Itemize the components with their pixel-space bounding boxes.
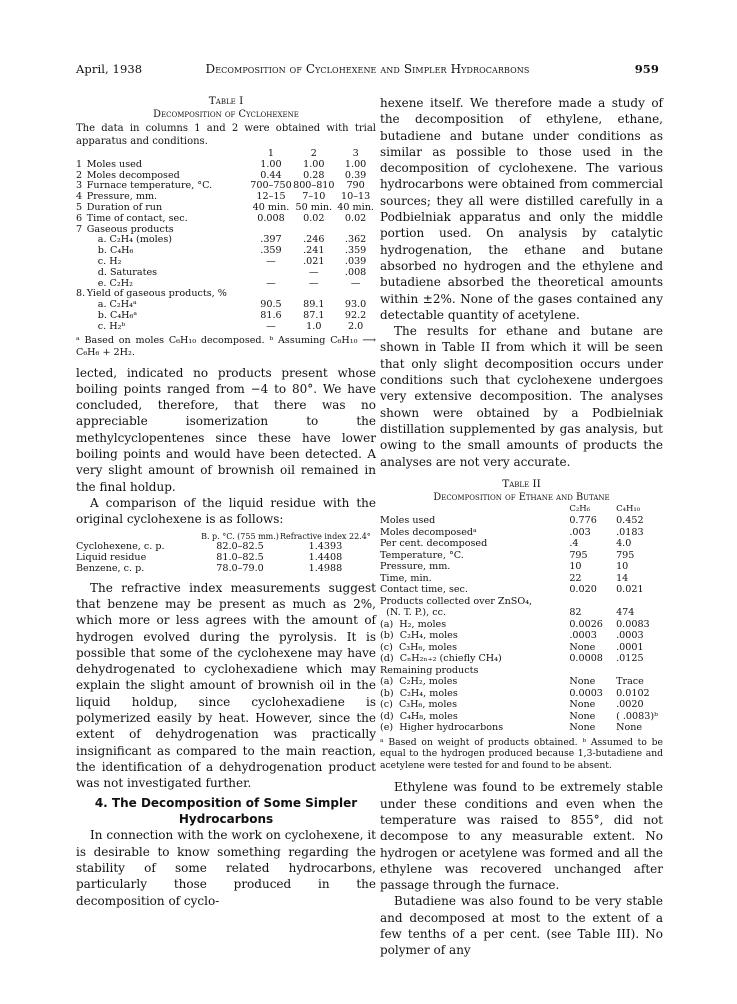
table1-caption: The data in columns 1 and 2 were obtained with trial apparatus and conditions. xyxy=(76,123,376,147)
table2-cell: 0.0083 xyxy=(616,618,650,630)
comparison-cell: 1.4393 xyxy=(308,541,343,553)
table1-row-number: 2 xyxy=(76,169,83,181)
section-heading: 4. The Decomposition of Some Simpler Hydrocarbons xyxy=(94,796,358,827)
table1-row-number xyxy=(76,246,87,257)
table1-row-number: 3 xyxy=(76,180,83,192)
table1-row-label: Moles decomposed xyxy=(86,169,180,181)
table2-cell: 0.020 xyxy=(569,584,597,596)
table1-cell: 40 min. xyxy=(337,201,374,213)
table2-row xyxy=(380,630,663,642)
table2-row-label: (e) Higher hydrocarbons xyxy=(380,722,504,734)
table2-row-label: (d) C₄H₈, moles xyxy=(380,710,458,722)
running-header xyxy=(76,62,659,78)
table2-cell: Trace xyxy=(616,676,644,688)
table2-cell: None xyxy=(616,722,643,734)
table1-row-label: b. C₄H₆ xyxy=(97,245,134,257)
comparison-cell: 82.0–82.5 xyxy=(216,541,264,553)
table2-cell: 0.0008 xyxy=(569,653,603,665)
table1-row xyxy=(76,268,376,279)
table1-cell: 0.39 xyxy=(344,169,367,181)
table1-cell: 0.02 xyxy=(344,212,367,224)
table1-cell: .246 xyxy=(303,234,325,246)
table2-cell: 10 xyxy=(616,561,629,573)
table2-row xyxy=(380,527,663,539)
table2-row-label: (b) C₂H₄, moles xyxy=(380,687,458,699)
comparison-cell: 1.4988 xyxy=(308,563,343,575)
table1-row xyxy=(76,246,376,257)
table2-row xyxy=(380,642,663,654)
table2-cell xyxy=(569,596,616,608)
table2-cell: 0.776 xyxy=(569,515,597,527)
comparison-row xyxy=(76,552,371,563)
table2-cell: None xyxy=(569,676,596,688)
table2-cell: .0001 xyxy=(616,641,644,653)
table2-row-label: Contact time, sec. xyxy=(380,584,468,596)
table2-cell: .003 xyxy=(569,526,591,538)
table1-cell: 0.28 xyxy=(303,169,325,181)
table2-cell: 4.0 xyxy=(616,538,632,550)
table2-row-label: Moles used xyxy=(380,515,436,527)
table2-footnote: ᵃ Based on weight of products obtained. ᵇ Assumed to be equal to the hydrogen produced because 1,3-butadiene and acetylene were tested for and found to be absent. xyxy=(380,736,663,771)
table1-row-label: a. C₂H₄ (moles) xyxy=(97,234,173,246)
table1-row-label: Time of contact, sec. xyxy=(86,212,188,224)
table1-cell: 81.6 xyxy=(260,309,282,321)
left-paragraph-4: In connection with the work on cyclohexene, it is desirable to know something regarding the stability of some related hydrocarbons, particularly those produced in the decomposition of cyclo- xyxy=(76,828,376,908)
right-paragraph-3: Ethylene was found to be extremely stable under these conditions and even when the temperature was raised to 855°, did not decompose to any measurable extent. No hydrogen or acetylene was formed and all the ethylene was recovered unchanged after passage through the furnace. xyxy=(380,780,663,893)
right-paragraph-2: The results for ethane and butane are shown in Table II from which it will be seen that only slight decomposition occurs under conditions such that cyclohexene undergoes very extensive decomposition. The analyses shown were obtained by a Podbielniak distillation supplemented by gas analysis, but owing to the small amounts of products the analyses are not very accurate. xyxy=(380,324,663,469)
table1-row-number xyxy=(76,311,87,322)
table1-row-label: Pressure, mm. xyxy=(86,191,158,203)
table2-cell: 10 xyxy=(569,561,582,573)
table2-row xyxy=(380,653,663,665)
table1-cell: 0.44 xyxy=(260,169,282,181)
table2-row xyxy=(380,722,663,734)
table2-row xyxy=(380,550,663,562)
table2-row-label: (d) CₙH₂ₙ₊₂ (chiefly CH₄) xyxy=(380,653,502,665)
table2-header-butane: C₄H₁₀ xyxy=(616,503,641,514)
table2-cell xyxy=(616,596,663,608)
table2-cell: 0.0102 xyxy=(616,687,650,699)
table2-row-label: Per cent. decomposed xyxy=(380,538,488,550)
table1-cell: 0.008 xyxy=(257,212,285,224)
table1-col-header: 3 xyxy=(352,148,359,159)
table2-cell: 795 xyxy=(616,549,635,561)
table2-cell: .0003 xyxy=(616,630,644,642)
table1-row-label: c. H₂ᵇ xyxy=(97,320,126,332)
table2-row-label: Temperature, °C. xyxy=(380,549,464,561)
table1-cell: 2.0 xyxy=(347,320,364,332)
table2-header-ethane: C₂H₆ xyxy=(569,503,591,514)
table2-row xyxy=(380,538,663,550)
comparison-cell: 1.4408 xyxy=(308,552,343,564)
table2-cell: ( .0083)ᵇ xyxy=(616,710,658,722)
table1-cell: 1.00 xyxy=(260,158,282,170)
table2 xyxy=(380,504,663,734)
left-paragraph-2: A comparison of the liquid residue with the original cyclohexene is as follows: xyxy=(76,495,376,527)
table2-row xyxy=(380,596,663,608)
table2-cell: .4 xyxy=(569,538,579,550)
table1-row-number xyxy=(76,268,87,279)
table1-row-number: 8. xyxy=(76,288,86,300)
comparison-cell: Benzene, c. p. xyxy=(76,563,145,575)
header-title: Decomposition of Cyclohexene and Simpler Hydrocarbons xyxy=(205,62,530,76)
table1-row-label: Duration of run xyxy=(86,201,163,213)
table1-col-header: 2 xyxy=(310,148,317,159)
comparison-cell: Cyclohexene, c. p. xyxy=(76,541,165,553)
table2-header-blank xyxy=(380,504,569,516)
table2-row-label: Pressure, mm. xyxy=(380,561,451,573)
table1-cell: .362 xyxy=(344,234,367,246)
table1-cell: — xyxy=(309,266,319,278)
comparison-cell: 78.0–79.0 xyxy=(216,563,264,575)
left-paragraph-3: The refractive index measurements suggest that benzene may be present as much as 2%, which more or less agrees with the amount of hydrogen evolved during the pyrolysis. It is possible that some of the cyclohexene may have dehydrogenated to cyclohexadiene which may explain the slight amount of brownish oil in the liquid holdup, since cyclohexadiene is polymerized easily by heat. However, since the extent of dehydrogenation was practically insignificant as compared to the main reaction, the identification of a dehydrogenation product was not investigated further. xyxy=(76,580,376,791)
table1-row-label: e. C₂H₂ xyxy=(97,277,133,289)
table1-cell: 87.1 xyxy=(303,309,325,321)
table1-cell: 7–10 xyxy=(302,191,326,203)
table1-row-number xyxy=(76,300,87,311)
table1-cell: — xyxy=(309,277,319,289)
comparison-row xyxy=(76,563,371,574)
left-column xyxy=(76,95,376,909)
table1-cell: 12–15 xyxy=(256,191,286,203)
table2-cell: 795 xyxy=(569,549,588,561)
table2-row-label: (N. T. P.), cc. xyxy=(380,607,447,619)
table1-row-number xyxy=(76,257,87,268)
table1-row-label: c. H₂ xyxy=(97,255,122,267)
table2-cell: None xyxy=(569,699,596,711)
table1-cell: .039 xyxy=(344,255,367,267)
table1-row xyxy=(76,322,376,333)
table2-cell: None xyxy=(569,641,596,653)
left-paragraph-1: lected, indicated no products present whose boiling points ranged from −4 to 80°. We have concluded, therefore, that there was no appreciable isomerization to the methylcyclopentenes since these have lower boiling points and would have been detected. A very slight amount of brownish oil remained in the final holdup. xyxy=(76,365,376,494)
table1-cell: .397 xyxy=(260,234,282,246)
comparison-cell: Liquid residue xyxy=(76,552,147,564)
table2-cell: None xyxy=(569,722,596,734)
table1-cell: 790 xyxy=(346,180,365,192)
table2-row xyxy=(380,561,663,573)
table2-row xyxy=(380,676,663,688)
comparison-cell: 81.0–82.5 xyxy=(216,552,264,564)
table2-row xyxy=(380,584,663,596)
table1-cell: 40 min. xyxy=(252,201,290,213)
table1-row-number: 4 xyxy=(76,191,83,203)
table2-row xyxy=(380,607,663,619)
table1-cell: .008 xyxy=(344,266,367,278)
table2-cell: 0.021 xyxy=(616,584,644,596)
table2-row-label: Time, min. xyxy=(380,572,432,584)
table1-cell: 50 min. xyxy=(295,201,333,213)
table2-cell: 22 xyxy=(569,572,582,584)
table2-row-label: (a) C₂H₂, moles xyxy=(380,676,458,688)
table1-cell: .359 xyxy=(344,245,367,257)
table2-row-label: (a) H₂, moles xyxy=(380,618,447,630)
table1-row xyxy=(76,160,376,171)
table1-cell: 10–13 xyxy=(341,191,371,203)
table1-cell: 800–810 xyxy=(293,180,335,192)
table2-label: Table II xyxy=(502,477,541,490)
table2-cell: 82 xyxy=(569,607,582,619)
table2-cell: 0.452 xyxy=(616,515,644,527)
table1-row-number: 1 xyxy=(76,158,83,170)
table1-cell: .021 xyxy=(303,255,325,267)
table1-footnote: ᵃ Based on moles C₆H₁₀ decomposed. ᵇ Assuming C₆H₁₀ ⟶ C₆H₆ + 2H₂. xyxy=(76,334,376,358)
table1-row-label: Furnace temperature, °C. xyxy=(86,180,213,192)
table2-cell: .0125 xyxy=(616,653,644,665)
header-date: April, 1938 xyxy=(76,62,143,76)
table1-cell: — xyxy=(266,320,276,332)
table1-row-number: 5 xyxy=(76,201,83,213)
table1-row-label: Yield of gaseous products, % xyxy=(86,288,227,300)
table1-cell: 92.2 xyxy=(344,309,367,321)
comparison-header-ri: Refractive index 22.4° xyxy=(280,531,371,541)
table2-row-label: Products collected over ZnSO₄, xyxy=(380,595,533,607)
table2-cell: .0183 xyxy=(616,526,644,538)
table1-col-header: 1 xyxy=(267,148,275,159)
table1-row-label: a. C₂H₄ᵃ xyxy=(97,299,137,311)
table1-cell: 89.1 xyxy=(303,299,325,311)
table1-cell: .241 xyxy=(303,245,325,257)
table2-cell: 0.0003 xyxy=(569,687,603,699)
right-paragraph-1: hexene itself. We therefore made a study of the decomposition of ethylene, ethane, butadiene and butane under conditions as similar as possible to those used in the decomposition of cyclohexene. The various hydrocarbons were obtained from commercial sources; they all were distilled carefully in a Podbielniak apparatus and only the middle portion used. On analysis by catalytic hydrogenation, the ethane and butane absorbed no hydrogen and the ethylene and butadiene absorbed the theoretical amounts within ±2%. None of the gases contained any detectable quantity of acetylene. xyxy=(380,96,663,322)
table1-cell: .359 xyxy=(260,245,282,257)
comparison-table xyxy=(76,532,371,575)
table1-cell: 0.02 xyxy=(303,212,325,224)
table2-cell: .0003 xyxy=(569,630,597,642)
table2-row xyxy=(380,573,663,585)
table2-row xyxy=(380,665,663,677)
table2-cell xyxy=(569,665,616,677)
table1-cell: 1.00 xyxy=(303,158,325,170)
page-number: 959 xyxy=(634,62,659,76)
table2-cell: .0020 xyxy=(616,699,644,711)
table2-cell: 0.0026 xyxy=(569,618,603,630)
table2-row xyxy=(380,619,663,631)
table1-row-label: b. C₄H₆ᵃ xyxy=(97,309,138,321)
table2-cell: None xyxy=(569,710,596,722)
table1 xyxy=(76,149,376,333)
table1-cell: 93.0 xyxy=(344,299,367,311)
table2-cell: 14 xyxy=(616,572,629,584)
table2-row-label: Moles decomposedᵃ xyxy=(380,526,477,538)
right-column xyxy=(380,95,663,959)
table2-row-label: (c) C₃H₆, moles xyxy=(380,699,457,711)
table2-cell: 474 xyxy=(616,607,635,619)
table1-cell: — xyxy=(350,277,361,289)
table1-title: Decomposition of Cyclohexene xyxy=(153,109,299,120)
comparison-row xyxy=(76,541,371,552)
table2-row-label: Remaining products xyxy=(380,664,479,676)
table2-row xyxy=(380,515,663,527)
table1-cell xyxy=(250,268,293,279)
table1-row-number: 6 xyxy=(76,212,83,224)
table1-row-label: d. Saturates xyxy=(97,266,158,278)
table1-row-number xyxy=(76,322,87,333)
table1-cell: — xyxy=(266,255,276,267)
table2-row xyxy=(380,699,663,711)
table2-cell xyxy=(616,665,663,677)
table1-row-number xyxy=(76,235,87,246)
right-paragraph-4: Butadiene was also found to be very stable and decomposed at most to the extent of a few tenths of a per cent. (see Table III). No polymer of any xyxy=(380,894,663,958)
table1-row-label: Gaseous products xyxy=(86,223,174,235)
table1-row-number: 7 xyxy=(76,223,83,235)
table2-title: Decomposition of Ethane and Butane xyxy=(433,491,610,503)
comparison-header-bp: B. p. °C. (755 mm.) xyxy=(201,531,279,541)
table2-row-label: (b) C₂H₄, moles xyxy=(380,630,458,642)
table1-cell: 700–750 xyxy=(250,180,292,192)
table1-row-label: Moles used xyxy=(86,158,142,170)
table1-label: Table I xyxy=(208,95,244,107)
table2-row-label: (c) C₃H₆, moles xyxy=(380,641,457,653)
table1-cell: 90.5 xyxy=(260,299,282,311)
table2-row xyxy=(380,711,663,723)
comparison-header-blank xyxy=(76,532,200,542)
table1-cell: 1.00 xyxy=(344,158,367,170)
table1-cell: 1.0 xyxy=(306,320,322,332)
table2-row xyxy=(380,688,663,700)
table1-cell: — xyxy=(266,277,276,289)
table1-row xyxy=(76,214,376,225)
